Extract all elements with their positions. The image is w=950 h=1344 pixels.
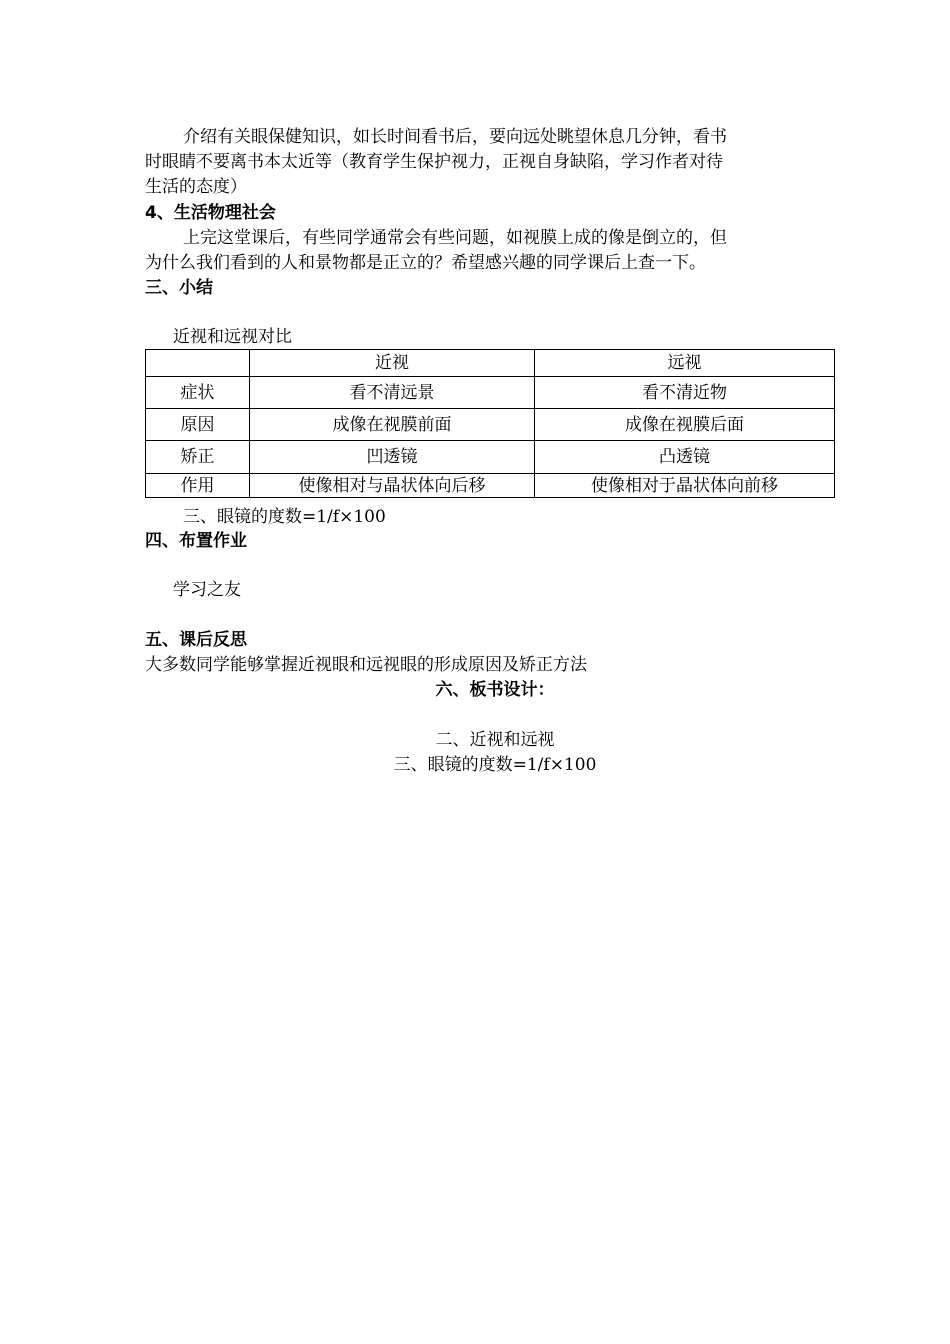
reflection-heading: 五、课后反思 <box>145 630 247 650</box>
table-cell: 看不清近物 <box>535 377 835 409</box>
intro-line-2: 时眼睛不要离书本太近等（教育学生保护视力，正视自身缺陷，学习作者对待 <box>145 152 723 172</box>
summary-heading: 三、小结 <box>145 278 213 298</box>
table-cell: 看不清远景 <box>250 377 535 409</box>
table-cell: 使像相对与晶状体向后移 <box>250 474 535 498</box>
table-header-cell: 近视 <box>250 350 535 377</box>
table-header-cell: 远视 <box>535 350 835 377</box>
intro-line-1: 介绍有关眼保健知识，如长时间看书后，要向远处眺望休息几分钟，看书 <box>183 127 727 147</box>
homework-text: 学习之友 <box>173 580 241 600</box>
intro-line-3: 生活的态度） <box>145 177 247 197</box>
table-row <box>146 409 835 441</box>
comparison-table <box>145 349 835 498</box>
table-row <box>146 441 835 474</box>
table-cell: 原因 <box>146 409 250 441</box>
table-cell: 凹透镜 <box>250 441 535 474</box>
table-row <box>146 377 835 409</box>
section-4-line-1: 上完这堂课后，有些同学通常会有些问题，如视膜上成的像是倒立的，但 <box>183 228 727 248</box>
table-header-cell <box>146 350 250 377</box>
board-line-2: 三、眼镜的度数=1/f×100 <box>393 755 597 775</box>
section-4-heading: 4、生活物理社会 <box>145 203 276 223</box>
board-line-1: 二、近视和远视 <box>435 730 555 750</box>
table-header-row <box>146 350 835 377</box>
homework-heading: 四、布置作业 <box>145 531 247 551</box>
table-cell: 凸透镜 <box>535 441 835 474</box>
table-caption: 近视和远视对比 <box>173 327 292 347</box>
section-4-line-2: 为什么我们看到的人和景物都是正立的？希望感兴趣的同学课后上查一下。 <box>145 253 706 273</box>
lens-power-formula: 三、眼镜的度数=1/f×100 <box>183 507 386 527</box>
table-row <box>146 474 835 498</box>
reflection-text: 大多数同学能够掌握近视眼和远视眼的形成原因及矫正方法 <box>145 655 587 675</box>
table-cell: 使像相对于晶状体向前移 <box>535 474 835 498</box>
table-cell: 症状 <box>146 377 250 409</box>
board-design-heading: 六、板书设计： <box>435 680 555 700</box>
table-cell: 作用 <box>146 474 250 498</box>
table-cell: 矫正 <box>146 441 250 474</box>
table-cell: 成像在视膜后面 <box>535 409 835 441</box>
table-cell: 成像在视膜前面 <box>250 409 535 441</box>
